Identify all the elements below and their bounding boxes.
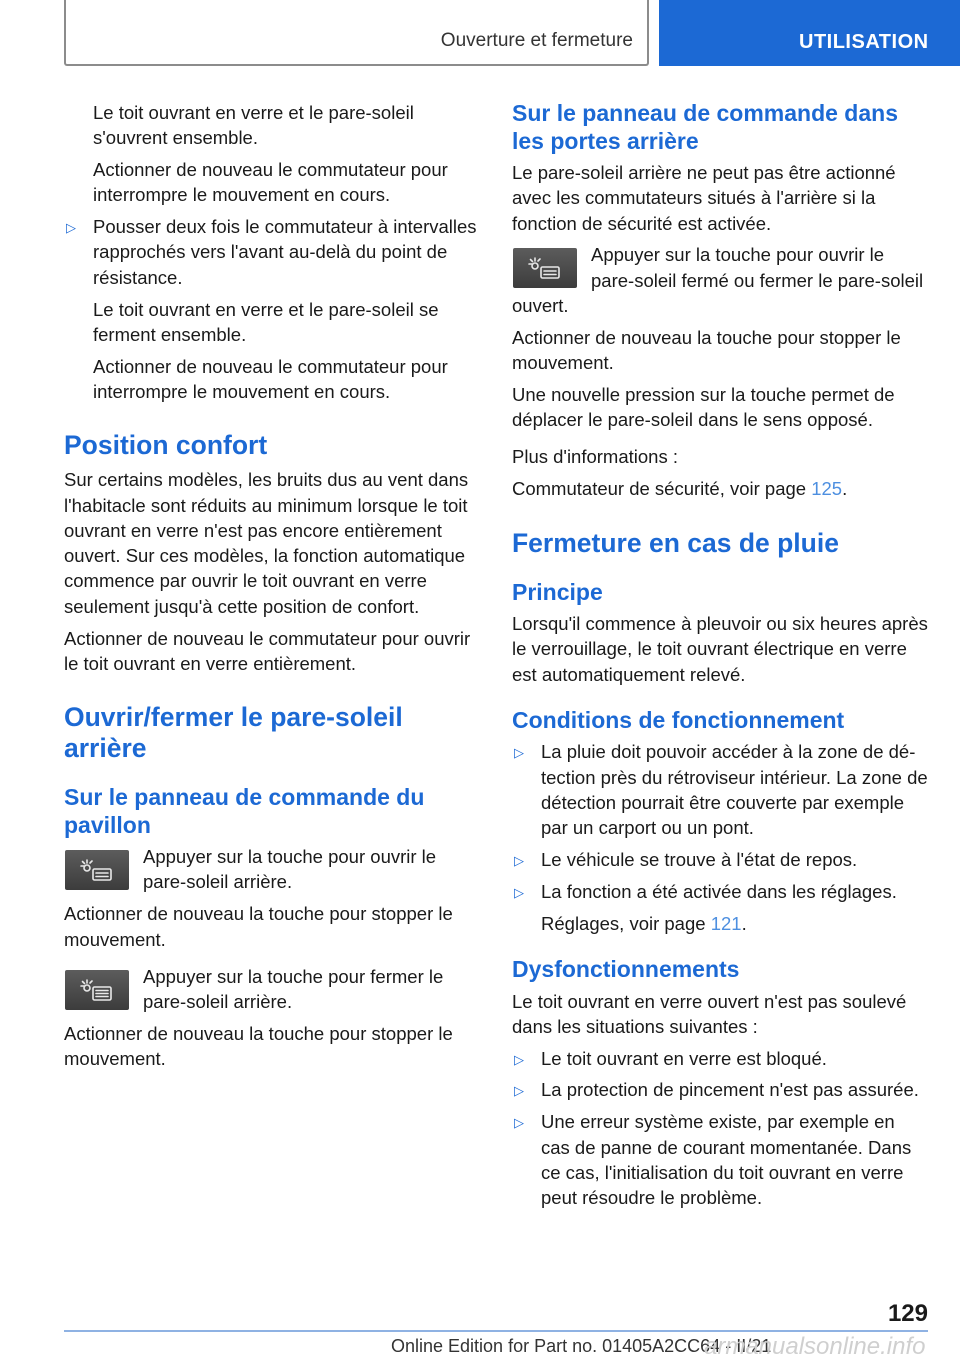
section-title: UTILISATION xyxy=(799,31,929,53)
paragraph: Une nouvelle pression sur la touche permet de déplacer le pare-soleil dans le sens opposé. xyxy=(512,383,895,431)
list-item-text: Le toit ouvrant en verre et le pare-soleil se ferment ensemble. xyxy=(93,298,439,345)
list-item-text: Pousser deux fois le commutateur à intervalles rapprochés vers l'avant au-delà du point de résistance. xyxy=(93,216,477,288)
list-item-text: Le véhicule se trouve à l'état de repos. xyxy=(541,849,858,871)
triangle-bullet-icon: ▷ xyxy=(514,1051,524,1067)
heading-ouvrir-fermer: Ouvrir/fermer le pare-soleil arrière xyxy=(64,702,403,764)
key-text: Appuyer sur la touche pour ouvrir le pare-soleil arrière. xyxy=(143,846,437,893)
paragraph: Plus d'informations : xyxy=(512,446,678,468)
paragraph: Actionner de nouveau la touche pour stopper le mouvement. xyxy=(64,903,453,950)
key-text: Appuyer sur la touche pour fermer le pare-soleil arrière. xyxy=(143,965,444,1013)
triangle-bullet-icon: ▷ xyxy=(514,853,524,869)
list-item xyxy=(64,214,482,404)
paragraph: Actionner de nouveau la touche pour stopper le mouvement. xyxy=(64,1022,453,1070)
list-item xyxy=(512,879,928,936)
key-instruction xyxy=(64,844,482,901)
heading-fermeture-pluie: Fermeture en cas de pluie xyxy=(512,527,839,558)
triangle-bullet-icon: ▷ xyxy=(514,1083,524,1099)
list-item-text: La fonction a été activée dans les réglages. xyxy=(541,880,897,902)
paragraph: Le pare-soleil arrière ne peut pas être actionné avec les commutateurs situés à l'arrière si la fonction de sécurité est activée. xyxy=(512,162,896,234)
triangle-bullet-icon: ▷ xyxy=(514,1115,524,1131)
heading-panneau-portes: Sur le panneau de commande dans les portes arrière xyxy=(512,100,898,154)
chapter-title: Ouverture et fermeture xyxy=(440,30,633,51)
paragraph: Actionner de nouveau la touche pour stopper le mouvement. xyxy=(512,326,901,374)
key-instruction xyxy=(512,242,928,324)
list-item xyxy=(512,739,928,840)
heading-principe: Principe xyxy=(512,578,603,605)
paragraph: Le toit ouvrant en verre et le pare-soleil s'ouvrent ensemble. xyxy=(93,102,414,149)
list-item xyxy=(512,1046,928,1071)
triangle-bullet-icon: ▷ xyxy=(66,220,76,236)
paragraph: Sur certains modèles, les bruits dus au vent dans l'habitacle sont réduits au minimum lorsque le toit ouvrant en verre n'est pas encore entièrement ouvert. Sur ces modèles, la fonction automatique commence par ouvrir le toit ouvrant en verre seulement jusqu'à cette position de confort. xyxy=(64,469,469,617)
list-item xyxy=(512,1109,928,1210)
triangle-bullet-icon: ▷ xyxy=(514,884,524,900)
page-link-121[interactable]: 121 xyxy=(710,912,742,934)
footer-divider xyxy=(64,1330,928,1332)
list-item xyxy=(512,847,928,872)
list-item-text: La pluie doit pouvoir accéder à la zone de détection près du rétroviseur intérieur. La zone de détection pourrait être couverte par exemple par un carport ou un pont. xyxy=(541,741,928,839)
section-tab xyxy=(659,0,960,66)
heading-position-confort: Position confort xyxy=(64,430,268,461)
footer-edition: Online Edition for Part no. 01405A2CC64 - II/21 xyxy=(391,1336,772,1356)
cross-reference: Commutateur de sécurité, voir page 125. xyxy=(512,478,848,500)
sunblind-close-key-icon xyxy=(65,970,129,1010)
right-column xyxy=(512,100,928,1217)
heading-conditions: Conditions de fonctionnement xyxy=(512,706,845,733)
paragraph: Le toit ouvrant en verre ouvert n'est pas soulevé dans les situations suivantes : xyxy=(512,990,907,1037)
key-instruction xyxy=(64,964,482,1021)
triangle-bullet-icon: ▷ xyxy=(514,745,524,761)
list-item-text: Actionner de nouveau le commutateur pour interrompre le mouvement en cours. xyxy=(93,355,448,402)
list-item-text: Le toit ouvrant en verre est bloqué. xyxy=(541,1047,827,1069)
sunblind-toggle-key-icon xyxy=(513,248,577,288)
list-item-text: Une erreur système existe, par exemple en cas de panne de courant momentanée. Dans ce cas, l'initialisation du toit ouvrant en verre peut résoudre le problème. xyxy=(541,1111,912,1209)
heading-panneau-pavillon: Sur le panneau de commande du pavillon xyxy=(64,784,425,838)
header-chapter-box xyxy=(64,0,649,66)
watermark: armanualsonline.info xyxy=(704,1333,926,1360)
heading-dysfonctionnements: Dysfonctionnements xyxy=(512,956,740,983)
cross-reference: Réglages, voir page 121. xyxy=(541,912,747,934)
sunblind-open-key-icon xyxy=(65,850,129,890)
paragraph: Actionner de nouveau le commutateur pour ouvrir le toit ouvrant en verre entièrement. xyxy=(64,627,471,674)
page-link-125[interactable]: 125 xyxy=(811,478,843,500)
left-column xyxy=(64,100,482,1078)
page-number: 129 xyxy=(887,1300,928,1327)
key-text: Appuyer sur la touche pour ouvrir le pare-soleil fermé ou fermer le pare-soleil ouvert. xyxy=(512,244,924,316)
list-item-text: La protection de pincement n'est pas assurée. xyxy=(541,1079,919,1101)
list-item xyxy=(512,1077,928,1102)
paragraph: Actionner de nouveau le commutateur pour interrompre le mouvement en cours. xyxy=(93,159,448,206)
paragraph: Lorsqu'il commence à pleuvoir ou six heures après le verrouillage, le toit ouvrant électrique en verre est automatiquement relevé. xyxy=(512,613,928,685)
